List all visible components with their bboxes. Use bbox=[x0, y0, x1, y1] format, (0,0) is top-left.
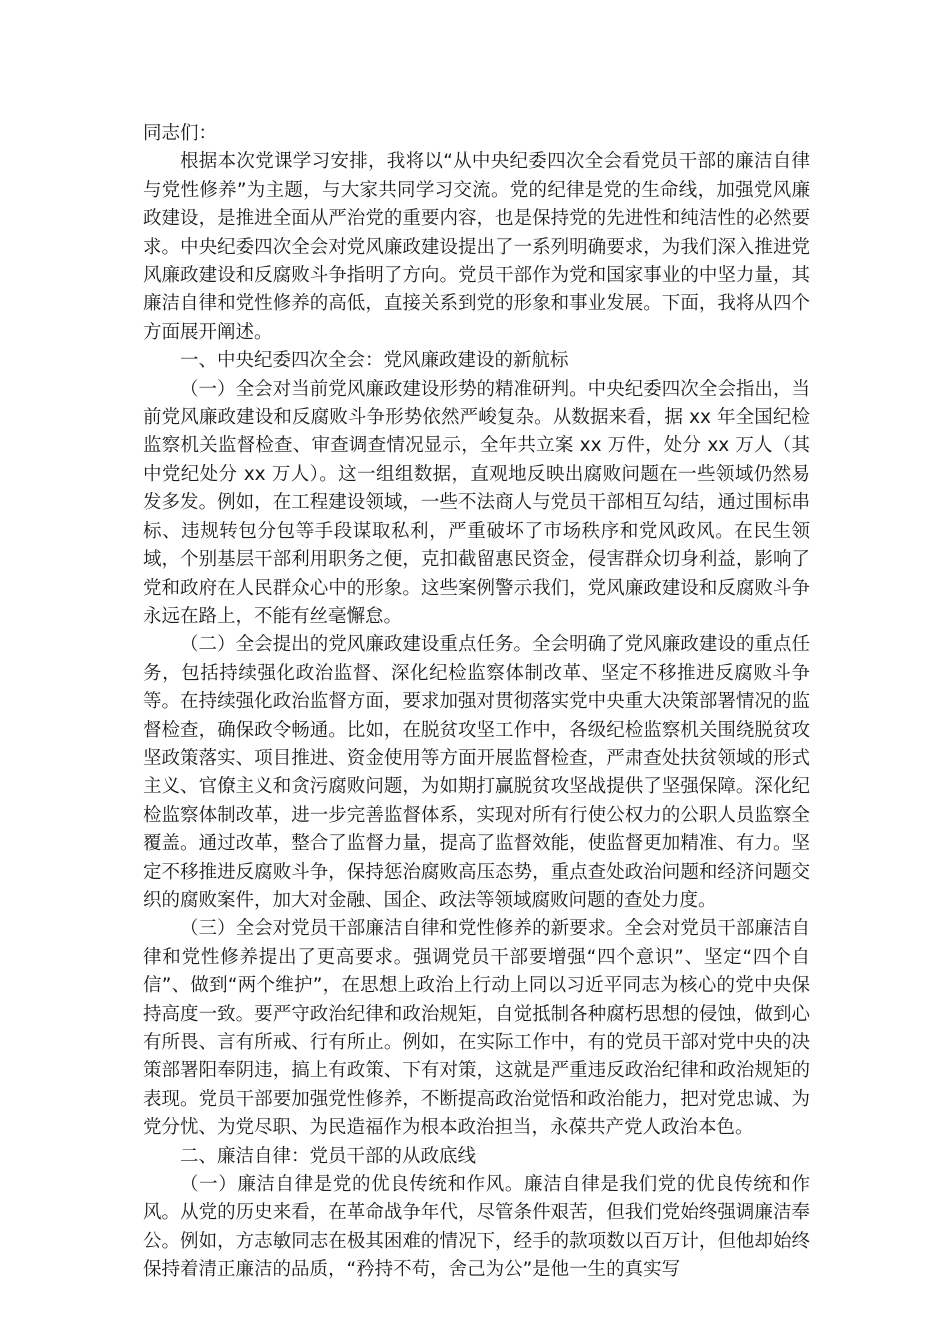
intro-paragraph: 根据本次党课学习安排，我将以“从中央纪委四次全会看党员干部的廉洁自律与党性修养”为主题，与大家共同学习交流。党的纪律是党的生命线，加强党风廉政建设，是推进全面从严治党的重要内容，也是保持党的先进性和纯洁性的必然要求。中央纪委四次全会对党风廉政建设提出了一系列明确要求，为我们深入推进党风廉政建设和反腐败斗争指明了方向。党员干部作为党和国家事业的中坚力量，其廉洁自律和党性修养的高低，直接关系到党的形象和事业发展。下面，我将从四个方面展开阐述。 bbox=[143, 151, 810, 343]
salutation: 同志们： bbox=[143, 123, 218, 144]
paragraph-1-2: （二）全会提出的党风廉政建设重点任务。全会明确了党风廉政建设的重点任务，包括持续强化政治监督、深化纪检监察体制改革、坚定不移推进反腐败斗争等。在持续强化政治监督方面，要求加强对贯彻落实党中央重大决策部署情况的监督检查，确保政令畅通。比如，在脱贫攻坚工作中，各级纪检监察机关围绕脱贫攻坚政策落实、项目推进、资金使用等方面开展监督检查，严肃查处扶贫领域的形式主义、官僚主义和贪污腐败问题，为如期打赢脱贫攻坚战提供了坚强保障。深化纪检监察体制改革，进一步完善监督体系，实现对所有行使公权力的公职人员监察全覆盖。通过改革，整合了监督力量，提高了监督效能，使监督更加精准、有力。坚定不移推进反腐败斗争，保持惩治腐败高压态势，重点查处政治问题和经济问题交织的腐败案件，加大对金融、国企、政法等领域腐败问题的查处力度。 bbox=[143, 634, 810, 911]
paragraph-1-3: （三）全会对党员干部廉洁自律和党性修养的新要求。全会对党员干部廉洁自律和党性修养提出了更高要求。强调党员干部要增强“四个意识”、坚定“四个自信”、做到“两个维护”，在思想上政治上行动上同以习近平同志为核心的党中央保持高度一致。要严守政治纪律和政治规矩，自觉抵制各种腐朽思想的侵蚀，做到心有所畏、言有所戒、行有所止。例如，在实际工作中，有的党员干部对党中央的决策部署阳奉阴违，搞上有政策、下有对策，这就是严重违反政治纪律和政治规矩的表现。党员干部要加强党性修养，不断提高政治觉悟和政治能力，把对党忠诚、为党分忧、为党尽职、为民造福作为根本政治担当，永葆共产党人政治本色。 bbox=[143, 918, 810, 1139]
section-heading-1: 一、中央纪委四次全会：党风廉政建设的新航标 bbox=[180, 350, 569, 372]
paragraph-2-1: （一）廉洁自律是党的优良传统和作风。廉洁自律是我们党的优良传统和作风。从党的历史来看，在革命战争年代，尽管条件艰苦，但我们党始终强调廉洁奉公。例如，方志敏同志在极其困难的情况下，经手的款项数以百万计，但他却始终保持着清正廉洁的品质，“矜持不苟，舍己为公”是他一生的真实写 bbox=[143, 1174, 810, 1281]
document-body bbox=[143, 120, 810, 1285]
paragraph-1-1: （一）全会对当前党风廉政建设形势的精准研判。中央纪委四次全会指出，当前党风廉政建设和反腐败斗争形势依然严峻复杂。从数据来看，据 xx 年全国纪检监察机关监督检查、审查调查情况显示，全年共立案 xx 万件，处分 xx 万人（其中党纪处分 xx 万人）。这一组组数据，直观地反映出腐败问题在一些领域仍然易发多发。例如，在工程建设领域，一些不法商人与党员干部相互勾结，通过围标串标、违规转包分包等手段谋取私利，严重破坏了市场秩序和党风政风。在民生领域，个别基层干部利用职务之便，克扣截留惠民资金，侵害群众切身利益，影响了党和政府在人民群众心中的形象。这些案例警示我们，党风廉政建设和反腐败斗争永远在路上，不能有丝毫懈怠。 bbox=[143, 378, 810, 627]
section-heading-2: 二、廉洁自律：党员干部的从政底线 bbox=[180, 1145, 477, 1167]
